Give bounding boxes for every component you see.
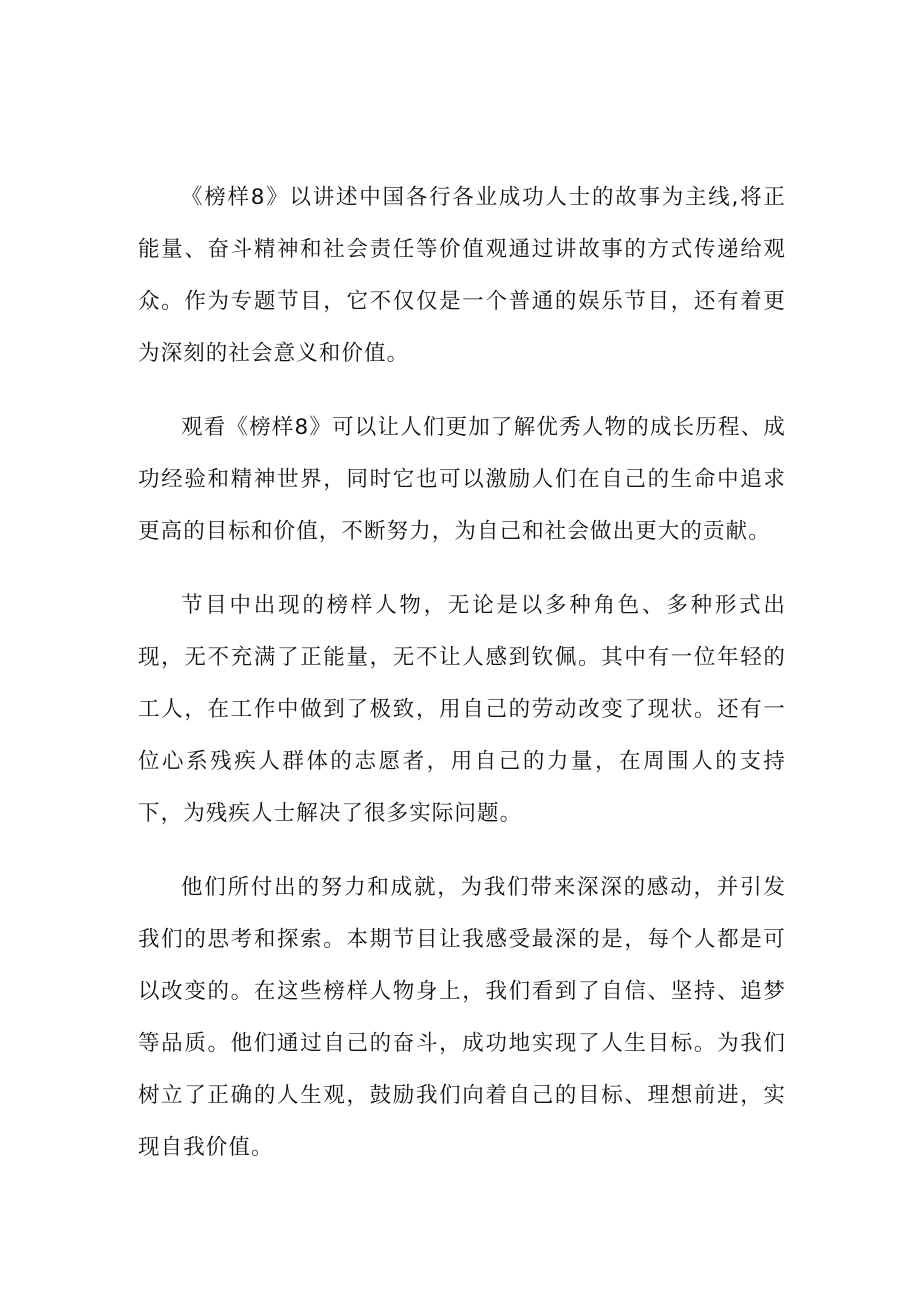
- paragraph-1: 《榜样8》以讲述中国各行各业成功人士的故事为主线,将正能量、奋斗精神和社会责任等价值观通过讲故事的方式传递给观众。作为专题节目，它不仅仅是一个普通的娱乐节目，还有着更为深刻的社会意义和价值。: [138, 185, 786, 366]
- document-body: [138, 172, 786, 1174]
- paragraph-2: 观看《榜样8》可以让人们更加了解优秀人物的成长历程、成功经验和精神世界，同时它也可以激励人们在自己的生命中追求更高的目标和价值，不断努力，为自己和社会做出更大的贡献。: [138, 415, 786, 544]
- paragraph-4: 他们所付出的努力和成就，为我们带来深深的感动，并引发我们的思考和探索。本期节目让我感受最深的是，每个人都是可以改变的。在这些榜样人物身上，我们看到了自信、坚持、追梦等品质。他们通过自己的奋斗，成功地实现了人生目标。为我们树立了正确的人生观，鼓励我们向着自己的目标、理想前进，实现自我价值。: [138, 875, 786, 1160]
- paragraph-3: 节目中出现的榜样人物，无论是以多种角色、多种形式出现，无不充满了正能量，无不让人感到钦佩。其中有一位年轻的工人，在工作中做到了极致，用自己的劳动改变了现状。还有一位心系残疾人群体的志愿者，用自己的力量，在周围人的支持下，为残疾人士解决了很多实际问题。: [138, 593, 786, 826]
